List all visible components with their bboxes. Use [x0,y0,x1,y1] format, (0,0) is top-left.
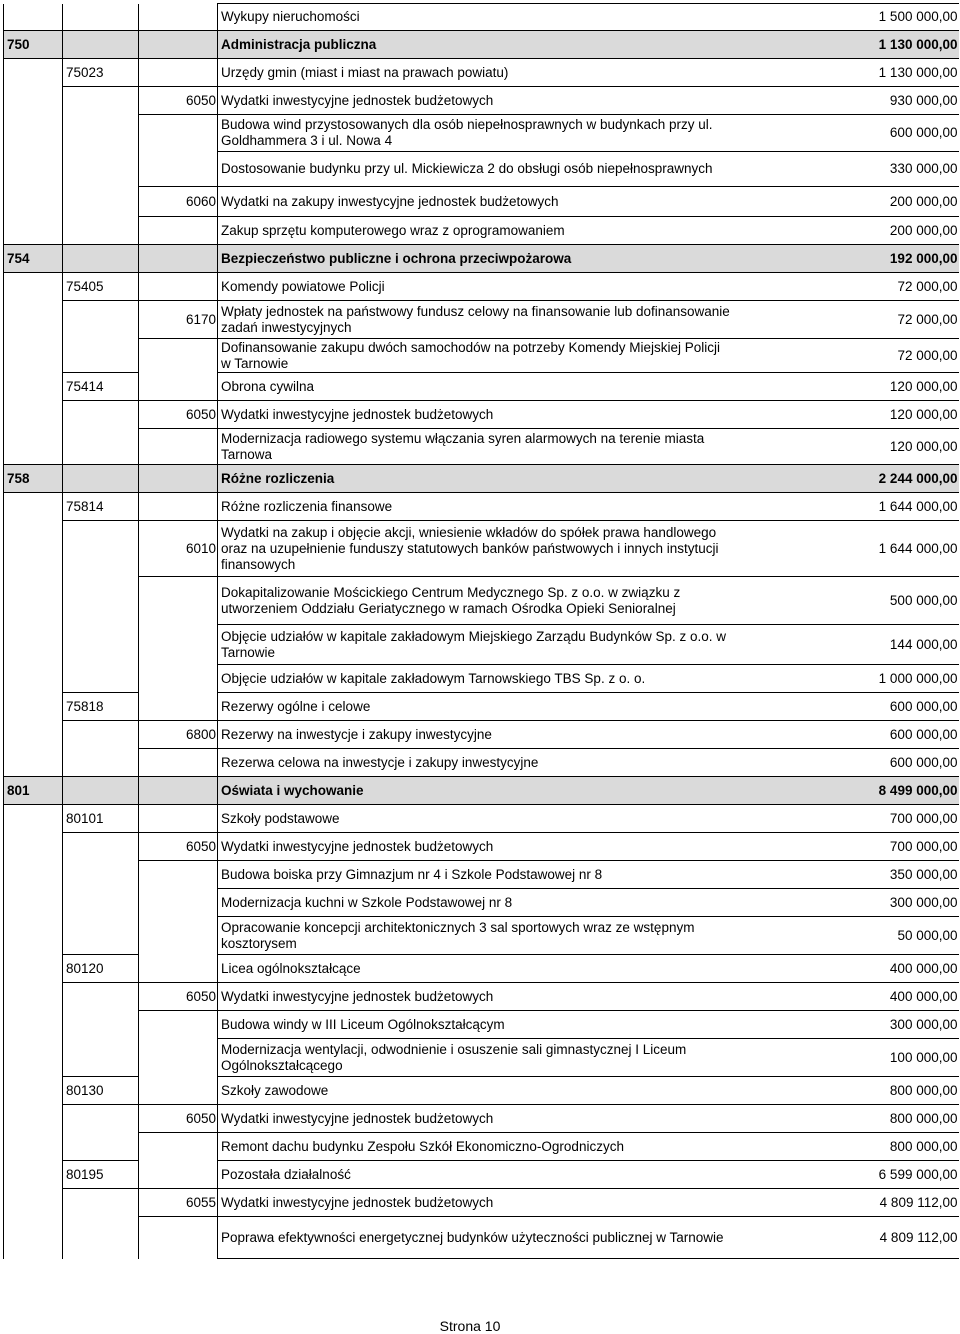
paragraf-code [139,217,218,245]
paragraf-code [139,429,218,465]
item-row [4,429,959,465]
row-amount: 800 000,00 [732,1077,959,1105]
dzial-code [4,625,63,665]
dzial-code [4,749,63,777]
row-description: Szkoły zawodowe [218,1077,732,1105]
rozdzial-code: 75405 [63,273,139,301]
paragraf-code [139,152,218,187]
paragraf-row [4,301,959,339]
item-row [4,577,959,625]
page-number: Strona 10 [439,1318,501,1334]
dzial-code [4,1133,63,1161]
row-amount: 72 000,00 [732,273,959,301]
row-description: Urzędy gmin (miast i miast na prawach powiatu) [218,59,732,87]
dzial-code [4,429,63,465]
paragraf-code [139,115,218,152]
dzial-code [4,1161,63,1189]
item-row [4,889,959,917]
row-description: Zakup sprzętu komputerowego wraz z oprogramowaniem [218,217,732,245]
paragraf-code [139,59,218,87]
row-description: Rezerwa celowa na inwestycje i zakupy inwestycyjne [218,749,732,777]
rozdzial-code [63,217,139,245]
row-amount: 200 000,00 [732,187,959,217]
item-row [4,1039,959,1077]
row-description: Wpłaty jednostek na państwowy fundusz celowy na finansowanie lub dofinansowanie zadań inwestycyjnych [218,301,732,339]
row-amount: 800 000,00 [732,1133,959,1161]
row-description: Wydatki inwestycyjne jednostek budżetowych [218,983,732,1011]
rozdzial-code [63,31,139,59]
paragraf-code [139,1011,218,1039]
rozdzial-code: 80101 [63,805,139,833]
dzial-code [4,1105,63,1133]
dzial-code [4,577,63,625]
row-amount: 1 130 000,00 [732,59,959,87]
paragraf-code [139,1217,218,1259]
row-description: Budowa windy w III Liceum Ogólnokształcącym [218,1011,732,1039]
paragraf-code [139,245,218,273]
dzial-code [4,1189,63,1217]
paragraf-code [139,917,218,955]
dzial-code [4,273,63,301]
dzial-code [4,187,63,217]
rozdzial-code [63,245,139,273]
dzial-code [4,115,63,152]
row-description: Pozostała działalność [218,1161,732,1189]
row-amount: 50 000,00 [732,917,959,955]
rozdzial-code [63,749,139,777]
paragraf-row [4,401,959,429]
row-amount: 120 000,00 [732,373,959,401]
rozdzial-code: 75814 [63,493,139,521]
paragraf-row [4,187,959,217]
paragraf-code [139,31,218,59]
dzial-code [4,401,63,429]
rozdzial-code [63,1039,139,1077]
row-amount: 1 130 000,00 [732,31,959,59]
rozdzial-code: 80120 [63,955,139,983]
item-row [4,4,959,31]
row-amount: 1 644 000,00 [732,493,959,521]
row-amount: 700 000,00 [732,805,959,833]
rozdzial-code [63,401,139,429]
row-description: Komendy powiatowe Policji [218,273,732,301]
row-amount: 120 000,00 [732,429,959,465]
dzial-code [4,521,63,577]
rozdzial-code [63,115,139,152]
dzial-code [4,665,63,693]
paragraf-code [139,749,218,777]
rozdzial-code [63,889,139,917]
paragraf-code [139,1039,218,1077]
paragraf-code [139,339,218,373]
dzial-code [4,1077,63,1105]
row-amount: 72 000,00 [732,301,959,339]
dzial-code [4,917,63,955]
dzial-code [4,889,63,917]
rozdzial-row [4,1161,959,1189]
paragraf-code [139,493,218,521]
item-row [4,217,959,245]
row-description: Obrona cywilna [218,373,732,401]
paragraf-code: 6050 [139,983,218,1011]
rozdzial-row [4,273,959,301]
paragraf-row [4,721,959,749]
dzial-code [4,59,63,87]
rozdzial-code [63,861,139,889]
item-row [4,1011,959,1039]
dzial-row [4,777,959,805]
dzial-row [4,31,959,59]
paragraf-code [139,777,218,805]
row-amount: 4 809 112,00 [732,1189,959,1217]
dzial-code [4,805,63,833]
item-row [4,1133,959,1161]
rozdzial-code [63,833,139,861]
row-amount: 72 000,00 [732,339,959,373]
dzial-code [4,339,63,373]
item-row [4,115,959,152]
rozdzial-code [63,577,139,625]
paragraf-row [4,983,959,1011]
rozdzial-code [63,1011,139,1039]
row-description: Wydatki inwestycyjne jednostek budżetowych [218,1189,732,1217]
paragraf-row [4,1105,959,1133]
dzial-code [4,87,63,115]
row-description: Dostosowanie budynku przy ul. Mickiewicza 2 do obsługi osób niepełnosprawnych [218,152,732,187]
rozdzial-code: 75023 [63,59,139,87]
paragraf-code [139,693,218,721]
row-description: Szkoły podstawowe [218,805,732,833]
rozdzial-row [4,373,959,401]
rozdzial-code: 75818 [63,693,139,721]
paragraf-code: 6170 [139,301,218,339]
row-amount: 4 809 112,00 [732,1217,959,1259]
rozdzial-code [63,429,139,465]
paragraf-code: 6060 [139,187,218,217]
paragraf-code [139,665,218,693]
row-amount: 350 000,00 [732,861,959,889]
item-row [4,861,959,889]
dzial-row [4,465,959,493]
row-amount: 600 000,00 [732,749,959,777]
row-description: Różne rozliczenia [218,465,732,493]
item-row [4,1217,959,1259]
row-amount: 930 000,00 [732,87,959,115]
row-description: Modernizacja radiowego systemu włączania syren alarmowych na terenie miasta Tarnowa [218,429,732,465]
row-amount: 1 500 000,00 [732,4,959,31]
dzial-code [4,983,63,1011]
row-description: Wydatki inwestycyjne jednostek budżetowych [218,833,732,861]
row-amount: 600 000,00 [732,721,959,749]
row-description: Budowa boiska przy Gimnazjum nr 4 i Szkole Podstawowej nr 8 [218,861,732,889]
paragraf-code: 6010 [139,521,218,577]
row-description: Rezerwy na inwestycje i zakupy inwestycyjne [218,721,732,749]
paragraf-code: 6050 [139,87,218,115]
rozdzial-row [4,693,959,721]
row-description: Modernizacja wentylacji, odwodnienie i osuszenie sali gimnastycznej I Liceum Ogólnokształcącego [218,1039,732,1077]
rozdzial-code [63,521,139,577]
row-description: Administracja publiczna [218,31,732,59]
paragraf-code [139,861,218,889]
item-row [4,152,959,187]
rozdzial-code [63,1133,139,1161]
paragraf-code [139,373,218,401]
dzial-code [4,693,63,721]
rozdzial-code [63,301,139,339]
dzial-code [4,1039,63,1077]
dzial-code [4,861,63,889]
row-description: Wydatki na zakup i objęcie akcji, wniesienie wkładów do spółek prawa handlowego oraz na uzupełnienie funduszy statutowych banków państwowych i innych instytucji finansowych [218,521,732,577]
dzial-code [4,493,63,521]
rozdzial-code [63,465,139,493]
row-description: Objęcie udziałów w kapitale zakładowym Miejskiego Zarządu Budynków Sp. z o.o. w Tarnowie [218,625,732,665]
paragraf-code [139,1161,218,1189]
row-description: Różne rozliczenia finansowe [218,493,732,521]
paragraf-code [139,955,218,983]
dzial-code [4,4,63,31]
rozdzial-code [63,917,139,955]
row-amount: 192 000,00 [732,245,959,273]
row-description: Licea ogólnokształcące [218,955,732,983]
row-description: Wydatki inwestycyjne jednostek budżetowych [218,401,732,429]
row-amount: 300 000,00 [732,889,959,917]
dzial-code [4,152,63,187]
budget-table-body [4,4,959,1259]
dzial-code [4,955,63,983]
rozdzial-code [63,187,139,217]
row-amount: 330 000,00 [732,152,959,187]
rozdzial-code [63,1105,139,1133]
dzial-row [4,245,959,273]
rozdzial-code [63,4,139,31]
paragraf-code [139,577,218,625]
paragraf-row [4,87,959,115]
row-description: Wydatki na zakupy inwestycyjne jednostek budżetowych [218,187,732,217]
paragraf-code [139,4,218,31]
row-amount: 1 000 000,00 [732,665,959,693]
rozdzial-row [4,805,959,833]
row-description: Poprawa efektywności energetycznej budynków użyteczności publicznej w Tarnowie [218,1217,732,1259]
item-row [4,749,959,777]
row-amount: 800 000,00 [732,1105,959,1133]
rozdzial-code [63,777,139,805]
dzial-code [4,721,63,749]
rozdzial-code [63,983,139,1011]
rozdzial-row [4,59,959,87]
rozdzial-code [63,721,139,749]
dzial-code [4,1217,63,1259]
item-row [4,625,959,665]
row-description: Objęcie udziałów w kapitale zakładowym Tarnowskiego TBS Sp. z o. o. [218,665,732,693]
row-description: Budowa wind przystosowanych dla osób niepełnosprawnych w budynkach przy ul. Goldhammera 3 i ul. Nowa 4 [218,115,732,152]
paragraf-code [139,465,218,493]
dzial-code: 754 [4,245,63,273]
paragraf-code [139,273,218,301]
row-description: Rezerwy ogólne i celowe [218,693,732,721]
row-amount: 120 000,00 [732,401,959,429]
paragraf-row [4,833,959,861]
item-row [4,339,959,373]
row-description: Wydatki inwestycyjne jednostek budżetowych [218,87,732,115]
paragraf-code: 6050 [139,833,218,861]
paragraf-code [139,625,218,665]
rozdzial-code [63,625,139,665]
dzial-code [4,301,63,339]
row-description: Oświata i wychowanie [218,777,732,805]
row-amount: 8 499 000,00 [732,777,959,805]
paragraf-row [4,521,959,577]
row-amount: 600 000,00 [732,693,959,721]
paragraf-code: 6055 [139,1189,218,1217]
paragraf-code [139,1077,218,1105]
dzial-code [4,217,63,245]
item-row [4,917,959,955]
rozdzial-code [63,87,139,115]
rozdzial-code [63,339,139,373]
row-amount: 400 000,00 [732,983,959,1011]
dzial-code: 758 [4,465,63,493]
rozdzial-code: 75414 [63,373,139,401]
paragraf-code [139,805,218,833]
row-amount: 100 000,00 [732,1039,959,1077]
row-description: Remont dachu budynku Zespołu Szkół Ekonomiczno-Ogrodniczych [218,1133,732,1161]
row-amount: 6 599 000,00 [732,1161,959,1189]
paragraf-row [4,1189,959,1217]
dzial-code: 801 [4,777,63,805]
paragraf-code [139,889,218,917]
row-amount: 144 000,00 [732,625,959,665]
row-description: Opracowanie koncepcji architektonicznych 3 sal sportowych wraz ze wstępnym kosztorysem [218,917,732,955]
rozdzial-code [63,1217,139,1259]
rozdzial-code: 80195 [63,1161,139,1189]
row-amount: 400 000,00 [732,955,959,983]
row-description: Bezpieczeństwo publiczne i ochrona przeciwpożarowa [218,245,732,273]
row-amount: 200 000,00 [732,217,959,245]
rozdzial-code [63,1189,139,1217]
rozdzial-code [63,665,139,693]
row-amount: 700 000,00 [732,833,959,861]
item-row [4,665,959,693]
budget-table [3,3,959,1259]
paragraf-code: 6050 [139,1105,218,1133]
row-amount: 2 244 000,00 [732,465,959,493]
dzial-code [4,373,63,401]
row-description: Modernizacja kuchni w Szkole Podstawowej nr 8 [218,889,732,917]
row-description: Wykupy nieruchomości [218,4,732,31]
dzial-code [4,833,63,861]
rozdzial-row [4,955,959,983]
row-description: Dofinansowanie zakupu dwóch samochodów na potrzeby Komendy Miejskiej Policji w Tarnowie [218,339,732,373]
rozdzial-row [4,493,959,521]
rozdzial-row [4,1077,959,1105]
rozdzial-code: 80130 [63,1077,139,1105]
row-description: Dokapitalizowanie Mościckiego Centrum Medycznego Sp. z o.o. w związku z utworzeniem Oddziału Geriatycznego w ramach Ośrodka Opieki Senioralnej [218,577,732,625]
paragraf-code [139,1133,218,1161]
paragraf-code: 6050 [139,401,218,429]
dzial-code [4,1011,63,1039]
paragraf-code: 6800 [139,721,218,749]
row-amount: 1 644 000,00 [732,521,959,577]
rozdzial-code [63,152,139,187]
row-description: Wydatki inwestycyjne jednostek budżetowych [218,1105,732,1133]
row-amount: 600 000,00 [732,115,959,152]
row-amount: 500 000,00 [732,577,959,625]
dzial-code: 750 [4,31,63,59]
row-amount: 300 000,00 [732,1011,959,1039]
